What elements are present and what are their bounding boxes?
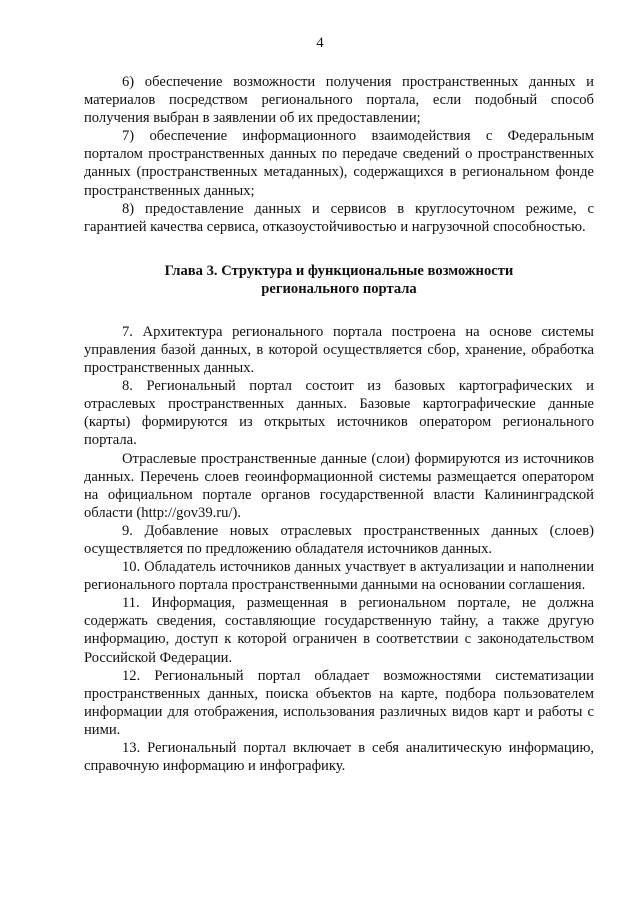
paragraph-8: 8. Региональный портал состоит из базовых картографических и отраслевых пространственных данных. Базовые картографические данные (карты) формируются из открытых источников оператором регионального портала. — [84, 378, 594, 449]
paragraph-11: 11. Информация, размещенная в региональном портале, не должна содержать сведения, составляющие государственную тайну, а также другую информацию, доступ к которой ограничен в соответствии с законодательством Российской Федерации. — [84, 595, 594, 666]
paragraph-12: 12. Региональный портал обладает возможностями систематизации пространственных данных, поиска объектов на карте, подбора пользователем информации для отображения, использования различных видов карт и работы с ними. — [84, 667, 594, 738]
document-body — [84, 73, 594, 775]
chapter-heading-line-2: регионального портала — [261, 281, 417, 298]
list-item-6: 6) обеспечение возможности получения пространственных данных и материалов посредством регионального портала, если подобный способ получения выбран в заявлении об их предоставлении; — [84, 74, 594, 127]
chapter-heading-line-1: Глава 3. Структура и функциональные возможности — [164, 262, 514, 279]
page-number: 4 — [316, 35, 324, 51]
chapter-heading — [84, 262, 594, 299]
paragraph-13: 13. Региональный портал включает в себя аналитическую информацию, справочную информацию и инфографику. — [84, 740, 594, 775]
list-item-8: 8) предоставление данных и сервисов в круглосуточном режиме, с гарантией качества сервиса, отказоустойчивостью и нагрузочной способностью. — [84, 200, 594, 235]
paragraph-10: 10. Обладатель источников данных участвует в актуализации и наполнении регионального портала пространственными данными на основании соглашения. — [84, 559, 594, 594]
list-item-7: 7) обеспечение информационного взаимодействия с Федеральным порталом пространственных данных по передаче сведений о пространственных данных (пространственных метаданных), содержащихся в региональном фонде пространственных данных; — [84, 128, 594, 199]
paragraph-8-continued: Отраслевые пространственные данные (слои) формируются из источников данных. Перечень слоев геоинформационной системы размещается оператором на официальном портале органов государственной власти Калининградской области (http://gov39.ru/). — [84, 450, 594, 521]
paragraph-7: 7. Архитектура регионального портала построена на основе системы управления базой данных, в которой осуществляется сбор, хранение, обработка пространственных данных. — [84, 323, 594, 377]
paragraph-9: 9. Добавление новых отраслевых пространственных данных (слоев) осуществляется по предложению обладателя источников данных. — [84, 522, 594, 557]
